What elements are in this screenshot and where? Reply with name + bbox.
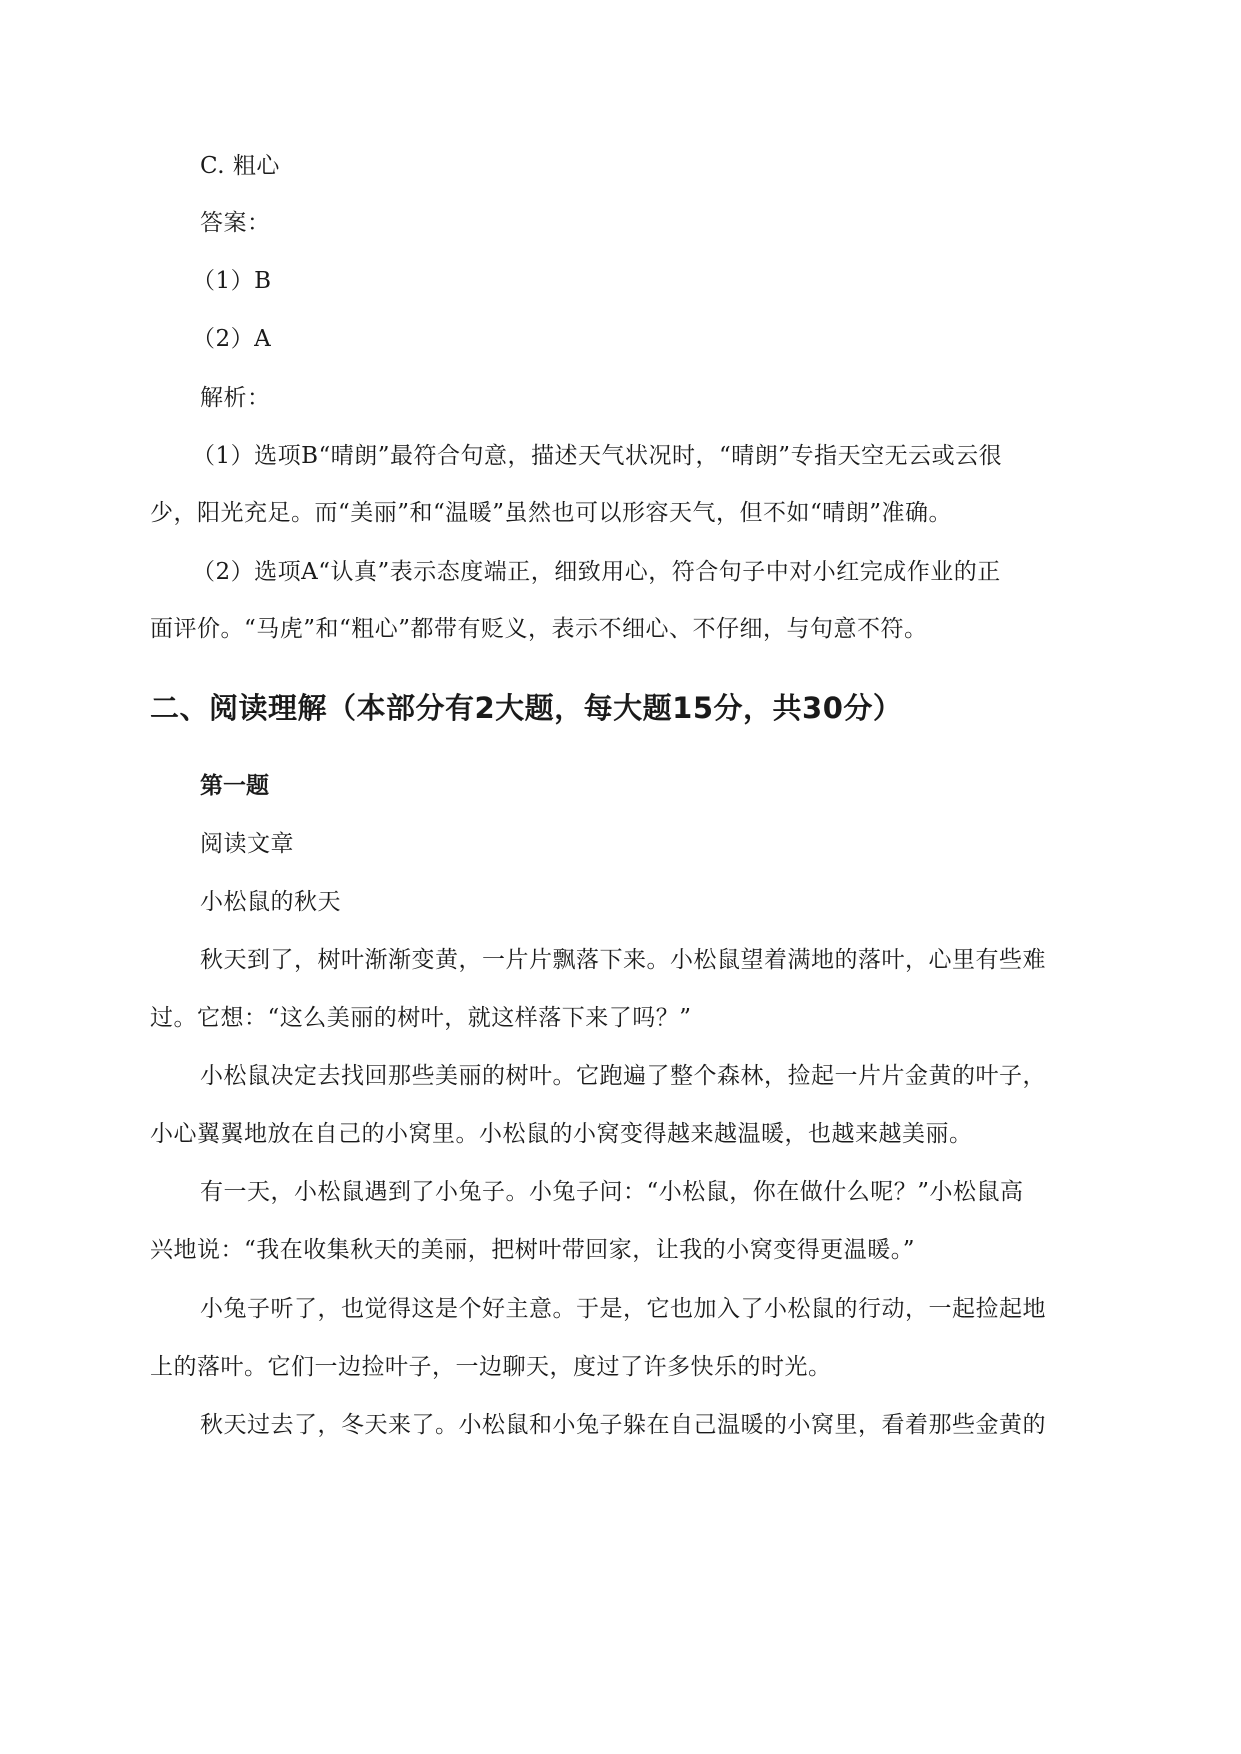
story-paragraph-2-line-1: 小松鼠决定去找回那些美丽的树叶。它跑遍了整个森林，捡起一片片金黄的叶子， <box>200 1063 1046 1089</box>
story-paragraph-2-line-2: 小心翼翼地放在自己的小窝里。小松鼠的小窝变得越来越温暖，也越来越美丽。 <box>150 1121 973 1147</box>
answer-2: （2）A <box>192 326 272 352</box>
story-title: 小松鼠的秋天 <box>200 889 341 915</box>
story-paragraph-5-line-1: 秋天过去了，冬天来了。小松鼠和小兔子躲在自己温暖的小窝里，看着那些金黄的 <box>200 1412 1046 1438</box>
analysis-2-line-1: （2）选项A“认真”表示态度端正，细致用心，符合句子中对小红完成作业的正 <box>192 559 1001 585</box>
instruction: 阅读文章 <box>200 831 294 857</box>
story-paragraph-4-line-1: 小兔子听了，也觉得这是个好主意。于是，它也加入了小松鼠的行动，一起捡起地 <box>200 1296 1046 1322</box>
story-paragraph-3-line-1: 有一天，小松鼠遇到了小兔子。小兔子问：“小松鼠，你在做什么呢？”小松鼠高 <box>200 1179 1024 1205</box>
analysis-label: 解析： <box>200 385 271 411</box>
question-title: 第一题 <box>200 773 269 799</box>
option-c: C. 粗心 <box>200 153 280 179</box>
section-title: 二、阅读理解（本部分有2大题，每大题15分，共30分） <box>150 691 903 725</box>
story-paragraph-3-line-2: 兴地说：“我在收集秋天的美丽，把树叶带回家，让我的小窝变得更温暖。” <box>150 1237 916 1263</box>
answer-1: （1）B <box>192 268 272 294</box>
analysis-1-line-1: （1）选项B“晴朗”最符合句意，描述天气状况时，“晴朗”专指天空无云或云很 <box>192 443 1003 469</box>
story-paragraph-1-line-1: 秋天到了，树叶渐渐变黄，一片片飘落下来。小松鼠望着满地的落叶，心里有些难 <box>200 947 1046 973</box>
story-paragraph-4-line-2: 上的落叶。它们一边捡叶子，一边聊天，度过了许多快乐的时光。 <box>150 1354 832 1380</box>
analysis-1-line-2: 少，阳光充足。而“美丽”和“温暖”虽然也可以形容天气，但不如“晴朗”准确。 <box>150 500 953 526</box>
story-paragraph-1-line-2: 过。它想：“这么美丽的树叶，就这样落下来了吗？” <box>150 1005 692 1031</box>
analysis-2-line-2: 面评价。“马虎”和“粗心”都带有贬义，表示不细心、不仔细，与句意不符。 <box>150 616 928 642</box>
answer-label: 答案： <box>200 210 271 236</box>
